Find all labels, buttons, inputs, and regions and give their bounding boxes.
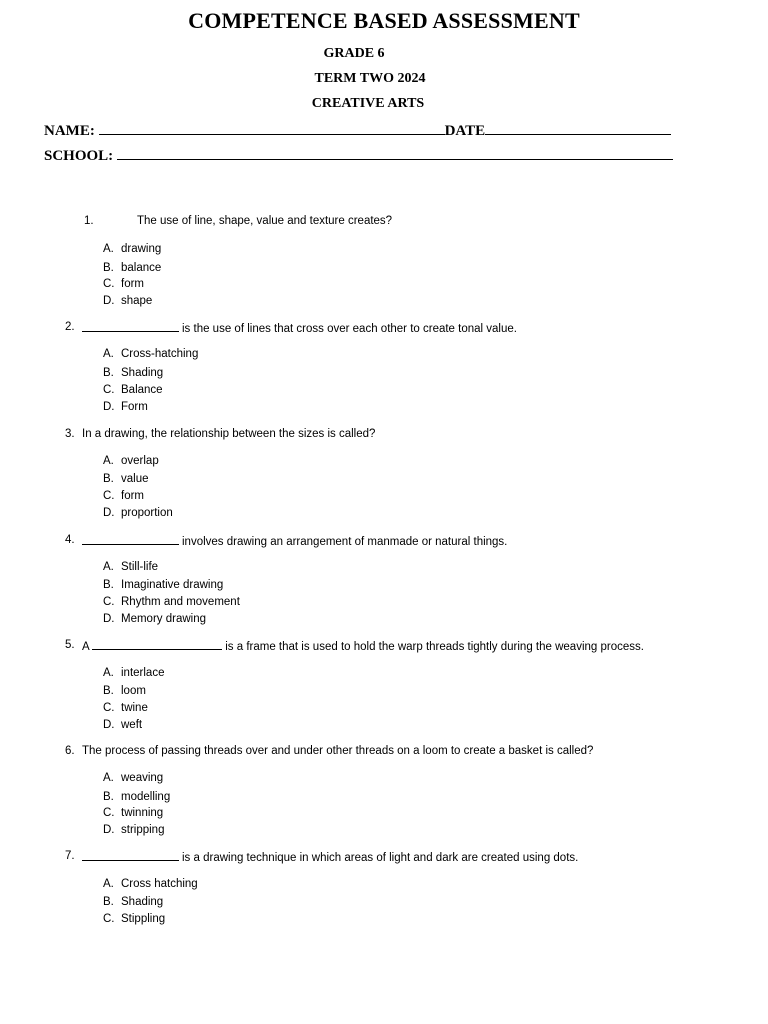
name-label: NAME: [44, 123, 95, 139]
option-item [103, 613, 206, 625]
question-number: 4. [65, 534, 75, 546]
date-field-line[interactable] [485, 121, 671, 135]
option-text: form [121, 490, 144, 502]
option-item [103, 719, 142, 731]
date-label: DATE [444, 123, 486, 139]
option-letter: D. [103, 824, 115, 836]
option-letter: C. [103, 702, 115, 714]
school-field-line[interactable] [117, 146, 673, 160]
option-letter: A. [103, 878, 114, 890]
document-title: COMPETENCE BASED ASSESSMENT [188, 8, 580, 33]
option-item [103, 878, 198, 890]
option-item [103, 685, 146, 697]
option-letter: B. [103, 685, 114, 697]
option-letter: C. [103, 278, 115, 290]
option-item [103, 295, 152, 307]
answer-blank[interactable] [82, 534, 179, 545]
question-text: In a drawing, the relationship between the sizes is called? [82, 428, 376, 440]
option-item [103, 913, 165, 925]
school-row [44, 146, 673, 165]
option-item [103, 507, 173, 519]
option-item [103, 561, 158, 573]
question-text-after: is the use of lines that cross over each other to create tonal value. [182, 323, 517, 335]
option-text: Shading [121, 367, 164, 379]
option-text: Imaginative drawing [121, 579, 224, 591]
question-text: The process of passing threads over and under other threads on a loom to create a basket is called? [82, 745, 594, 757]
option-item [103, 278, 144, 290]
option-text: Cross hatching [121, 878, 198, 890]
option-item [103, 896, 163, 908]
option-text: Shading [121, 896, 164, 908]
subject-label: CREATIVE ARTS [311, 96, 425, 111]
option-text: twine [121, 702, 148, 714]
option-letter: B. [103, 579, 114, 591]
option-item [103, 579, 223, 591]
school-label: SCHOOL: [44, 148, 114, 164]
option-letter: A. [103, 348, 114, 360]
option-letter: A. [103, 243, 114, 255]
option-item [103, 243, 161, 255]
option-item [103, 702, 148, 714]
option-letter: D. [103, 719, 115, 731]
option-item [103, 791, 170, 803]
option-text: modelling [121, 791, 171, 803]
option-letter: B. [103, 896, 114, 908]
option-item [103, 401, 148, 413]
option-item [103, 348, 198, 360]
question-number: 6. [65, 745, 75, 757]
option-letter: D. [103, 507, 115, 519]
option-text: stripping [121, 824, 165, 836]
question-number: 2. [65, 321, 75, 333]
question-text-before: A [82, 641, 90, 653]
option-letter: D. [103, 401, 115, 413]
option-letter: D. [103, 295, 115, 307]
option-text: proportion [121, 507, 173, 519]
question-text-after: involves drawing an arrangement of manmade or natural things. [182, 536, 508, 548]
option-item [103, 455, 159, 467]
option-text: drawing [121, 243, 162, 255]
option-text: Form [121, 401, 148, 413]
option-item [103, 384, 163, 396]
option-letter: A. [103, 667, 114, 679]
option-text: weft [121, 719, 143, 731]
option-item [103, 667, 164, 679]
question-text [82, 639, 644, 653]
option-letter: A. [103, 561, 114, 573]
option-text: Cross-hatching [121, 348, 199, 360]
option-item [103, 473, 149, 485]
option-item [103, 367, 163, 379]
option-letter: C. [103, 490, 115, 502]
option-text: overlap [121, 455, 159, 467]
option-text: balance [121, 262, 162, 274]
option-text: Rhythm and movement [121, 596, 240, 608]
answer-blank[interactable] [82, 321, 179, 332]
question-text: The use of line, shape, value and texture creates? [137, 215, 393, 227]
option-text: Stippling [121, 913, 166, 925]
answer-blank[interactable] [92, 639, 222, 650]
answer-blank[interactable] [82, 850, 179, 861]
option-letter: B. [103, 473, 114, 485]
question-text [82, 850, 578, 864]
option-letter: A. [103, 455, 114, 467]
option-text: weaving [121, 772, 164, 784]
option-item [103, 807, 163, 819]
name-date-row [44, 121, 671, 140]
option-letter: C. [103, 807, 115, 819]
option-letter: D. [103, 613, 115, 625]
question-number: 5. [65, 639, 75, 651]
option-letter: C. [103, 596, 115, 608]
option-text: loom [121, 685, 146, 697]
option-letter: B. [103, 367, 114, 379]
question-text-after: is a frame that is used to hold the warp threads tightly during the weaving process. [225, 641, 644, 653]
option-text: twinning [121, 807, 164, 819]
option-letter: C. [103, 913, 115, 925]
option-letter: B. [103, 262, 114, 274]
question-text-after: is a drawing technique in which areas of light and dark are created using dots. [182, 852, 579, 864]
option-letter: B. [103, 791, 114, 803]
option-letter: C. [103, 384, 115, 396]
question-number: 1. [84, 215, 94, 227]
term-label: TERM TWO 2024 [314, 71, 426, 86]
question-number: 7. [65, 850, 75, 862]
option-item [103, 772, 163, 784]
name-field-line[interactable] [99, 121, 445, 135]
option-text: Still-life [121, 561, 159, 573]
option-item [103, 262, 161, 274]
option-text: shape [121, 295, 153, 307]
option-text: form [121, 278, 144, 290]
option-text: value [121, 473, 149, 485]
option-letter: A. [103, 772, 114, 784]
option-text: Memory drawing [121, 613, 206, 625]
option-item [103, 824, 164, 836]
question-text [82, 534, 507, 548]
question-number: 3. [65, 428, 75, 440]
option-item [103, 596, 240, 608]
question-text [82, 321, 517, 335]
option-text: Balance [121, 384, 163, 396]
option-text: interlace [121, 667, 165, 679]
grade-label: GRADE 6 [323, 46, 385, 61]
option-item [103, 490, 144, 502]
